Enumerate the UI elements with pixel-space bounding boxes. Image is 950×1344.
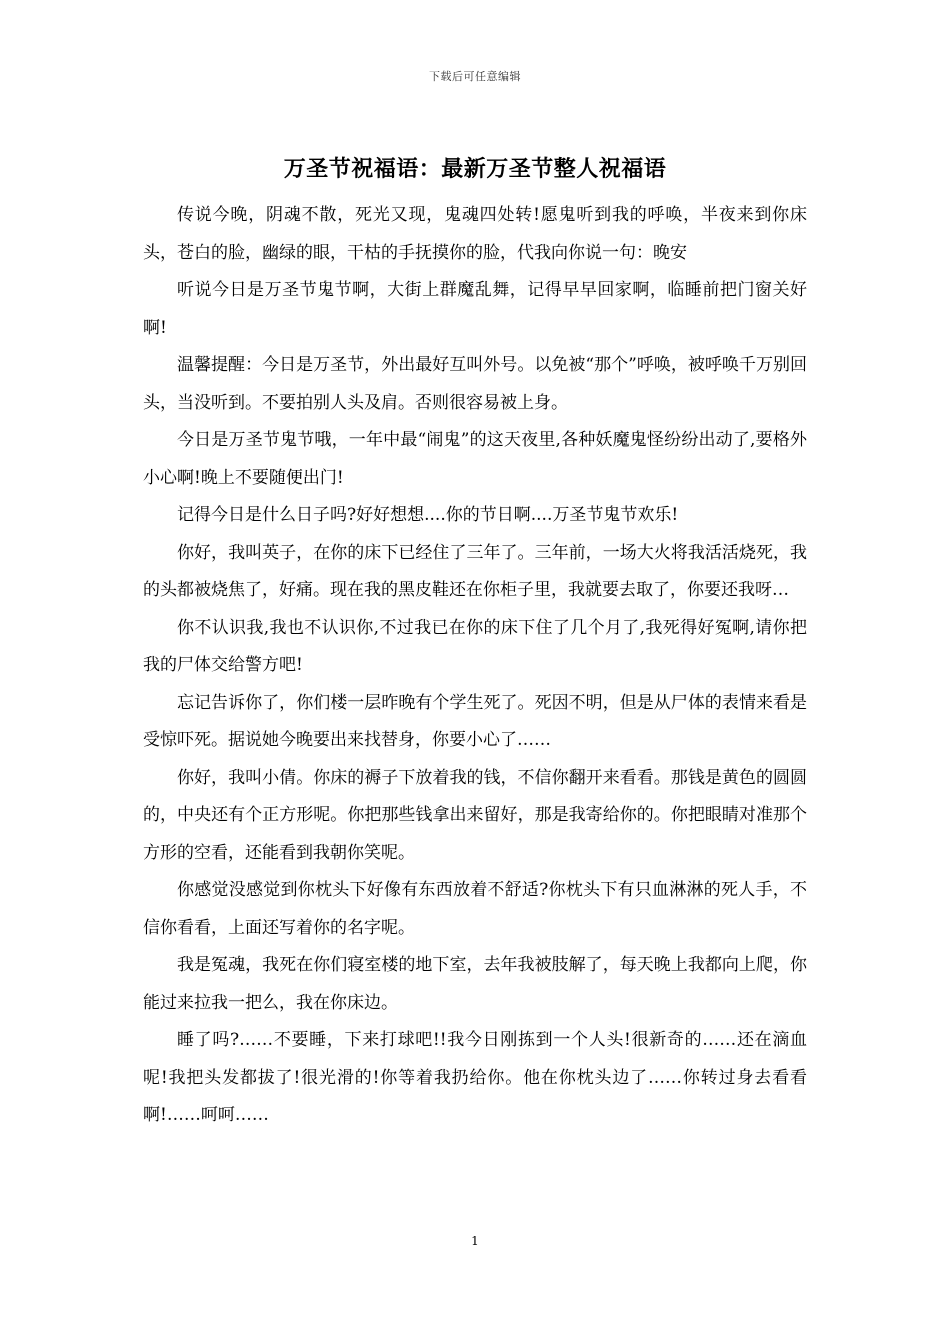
paragraph: 传说今晚，阴魂不散，死光又现，鬼魂四处转!愿鬼听到我的呼唤，半夜来到你床头，苍白的脸，幽绿的眼，干枯的手抚摸你的脸，代我向你说一句：晚安: [143, 205, 807, 263]
paragraph: 你好，我叫英子，在你的床下已经住了三年了。三年前，一场大火将我活活烧死，我的头都被烧焦了，好痛。现在我的黑皮鞋还在你柜子里，我就要去取了，你要还我呀…: [143, 542, 807, 600]
page-number: 1: [471, 1234, 479, 1248]
paragraph: 我是冤魂，我死在你们寝室楼的地下室，去年我被肢解了，每天晚上我都向上爬，你能过来拉我一把么，我在你床边。: [143, 955, 807, 1013]
document-body: [143, 197, 807, 1135]
paragraph: 忘记告诉你了，你们楼一层昨晚有个学生死了。死因不明，但是从尸体的表情来看是受惊吓死。据说她今晚要出来找替身，你要小心了……: [143, 692, 807, 750]
paragraph: 记得今日是什么日子吗?好好想想....你的节日啊....万圣节鬼节欢乐!: [177, 505, 679, 525]
page-header: 下载后可任意编辑: [429, 70, 521, 83]
paragraph: 你好，我叫小倩。你床的褥子下放着我的钱，不信你翻开来看看。那钱是黄色的圆圆的，中央还有个正方形呢。你把那些钱拿出来留好，那是我寄给你的。你把眼睛对准那个方形的空看，还能看到我朝你笑呢。: [143, 767, 807, 863]
paragraph: 你不认识我,我也不认识你,不过我已在你的床下住了几个月了,我死得好冤啊,请你把我的尸体交给警方吧!: [143, 617, 807, 675]
paragraph: 听说今日是万圣节鬼节啊，大街上群魔乱舞，记得早早回家啊，临睡前把门窗关好啊!: [143, 280, 807, 338]
paragraph: 温馨提醒：今日是万圣节，外出最好互叫外号。以免被“那个”呼唤，被呼唤千万别回头，当没听到。不要拍别人头及肩。否则很容易被上身。: [143, 355, 807, 413]
paragraph: 你感觉没感觉到你枕头下好像有东西放着不舒适?你枕头下有只血淋淋的死人手，不信你看看，上面还写着你的名字呢。: [143, 880, 807, 938]
paragraph: 今日是万圣节鬼节哦，一年中最“闹鬼”的这天夜里,各种妖魔鬼怪纷纷出动了,要格外小心啊!晚上不要随便出门!: [143, 430, 807, 488]
paragraph: 睡了吗?……不要睡，下来打球吧!!我今日刚拣到一个人头!很新奇的……还在滴血呢!我把头发都拔了!很光滑的!你等着我扔给你。他在你枕头边了……你转过身去看看啊!……呵呵……: [143, 1030, 807, 1125]
document-title: 万圣节祝福语：最新万圣节整人祝福语: [283, 156, 667, 182]
